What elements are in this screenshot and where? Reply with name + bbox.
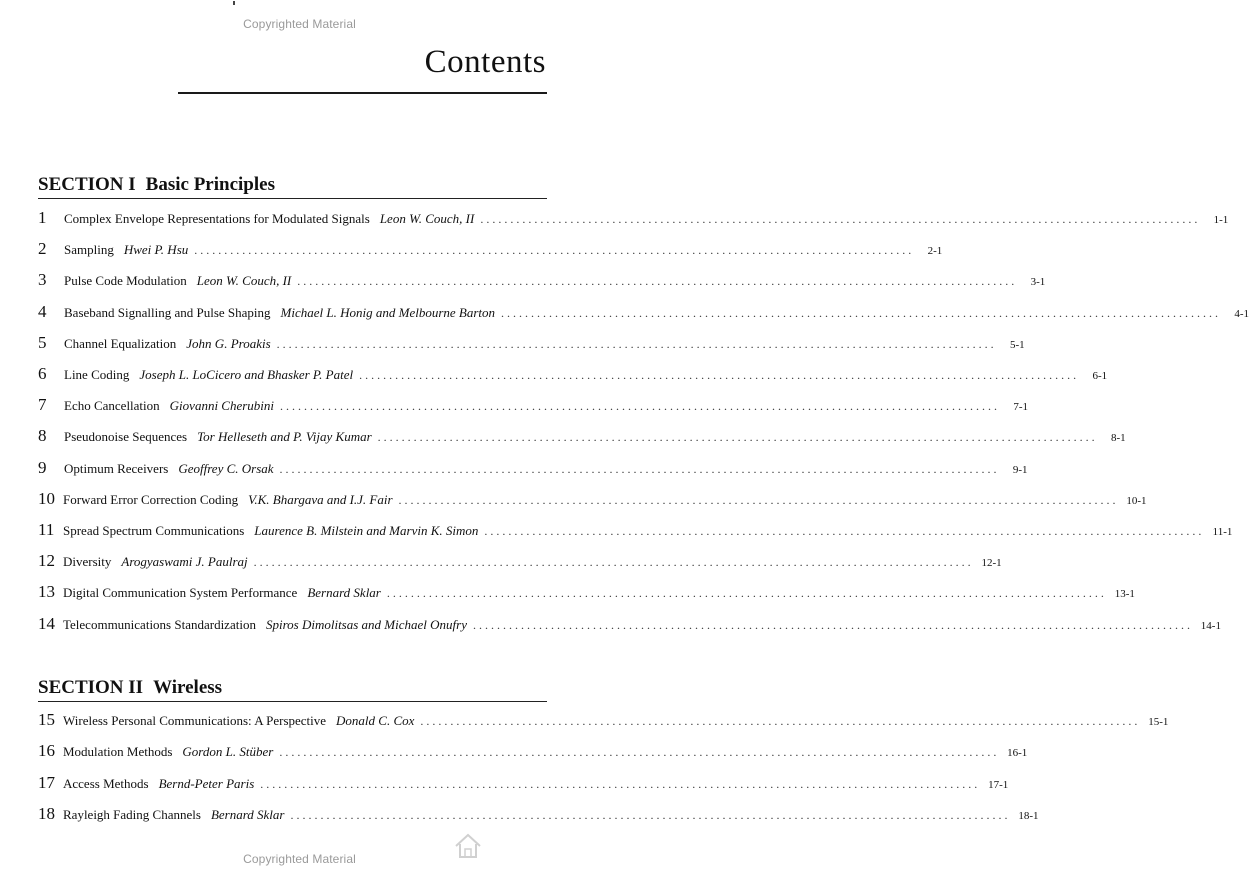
chapter-author: Bernd-Peter Paris (158, 775, 255, 791)
section-heading-1 (38, 174, 275, 196)
chapter-author: Gordon L. Stüber (182, 744, 274, 760)
toc-entry[interactable] (38, 457, 1028, 478)
chapter-title: Baseband Signalling and Pulse Shaping (64, 304, 271, 320)
page-title: Contents (424, 44, 546, 80)
title-rule (178, 92, 547, 94)
chapter-author: V.K. Bhargava and I.J. Fair (248, 491, 393, 507)
toc-entry[interactable] (38, 270, 1046, 290)
chapter-author: Geoffrey C. Orsak (178, 460, 274, 476)
chapter-title: Pulse Code Modulation (64, 273, 187, 289)
section-label: SECTION II (38, 677, 144, 698)
chapter-author: Tor Helleseth and P. Vijay Kumar (197, 429, 372, 445)
leader-dots: ........................................................................................................................ (297, 274, 1018, 289)
chapter-author: Joseph L. LoCicero and Bhasker P. Patel (139, 367, 354, 382)
leader-dots: ........................................................................................................................ (377, 430, 1098, 445)
chapter-author: John G. Proakis (186, 335, 271, 351)
chapter-title: Spread Spectrum Communications (63, 523, 245, 538)
section-heading-2 (38, 677, 222, 699)
page-number: 11-1 (1212, 526, 1233, 538)
page-number: 2-1 (927, 245, 943, 258)
chapter-title: Channel Equalization (64, 335, 177, 351)
section-rule-1 (38, 198, 547, 199)
chapter-title: Modulation Methods (63, 744, 173, 760)
page-number: 14-1 (1200, 619, 1221, 632)
chapter-number: 16 (38, 741, 55, 761)
toc-entry[interactable] (38, 803, 1039, 824)
leader-dots: ........................................................................................................................ (359, 368, 1080, 382)
chapter-author: Bernard Sklar (210, 806, 285, 822)
chapter-title: Line Coding (64, 367, 130, 382)
leader-dots: ........................................................................................................................ (420, 714, 1141, 728)
chapter-title: Telecommunications Standardization (63, 616, 256, 632)
page-number: 12-1 (981, 557, 1002, 570)
chapter-title: Access Methods (63, 775, 149, 791)
watermark-bottom: Copyrighted Material (243, 852, 356, 866)
toc-entry[interactable] (38, 613, 1221, 634)
chapter-number: 8 (38, 426, 47, 446)
chapter-number: 5 (38, 332, 47, 352)
toc-entry[interactable] (38, 741, 1028, 761)
chapter-number: 9 (38, 457, 47, 477)
chapter-author: Leon W. Couch, II (379, 211, 475, 226)
leader-dots: ........................................................................................................................ (472, 617, 1193, 632)
toc-entry[interactable] (38, 395, 1029, 415)
toc-entry[interactable] (38, 364, 1108, 384)
toc-entry[interactable] (38, 710, 1169, 730)
leader-dots: ........................................................................................................................ (484, 524, 1205, 538)
chapter-author: Laurence B. Milstein and Marvin K. Simon (254, 523, 479, 538)
toc-entry[interactable] (38, 772, 1009, 793)
page-number: 17-1 (988, 778, 1009, 791)
page-number: 15-1 (1148, 716, 1169, 728)
chapter-number: 11 (38, 520, 55, 539)
chapter-number: 1 (38, 208, 47, 227)
home-icon (453, 832, 483, 860)
toc-entry[interactable] (38, 488, 1147, 509)
leader-dots: ........................................................................................................................ (260, 776, 981, 791)
chapter-title: Rayleigh Fading Channels (63, 806, 201, 822)
page-number: 4-1 (1234, 307, 1249, 320)
chapter-title: Echo Cancellation (64, 398, 160, 414)
leader-dots: ........................................................................................................................ (480, 212, 1201, 226)
chapter-author: Hwei P. Hsu (123, 242, 189, 258)
toc-entry[interactable] (38, 208, 1229, 228)
page-number: 18-1 (1018, 809, 1039, 822)
chapter-title: Digital Communication System Performance (63, 585, 298, 601)
section-name: Wireless (153, 677, 223, 698)
chapter-author: Giovanni Cherubini (169, 398, 275, 414)
chapter-author: Bernard Sklar (307, 585, 381, 601)
chapter-number: 2 (38, 239, 47, 259)
chapter-number: 6 (38, 364, 47, 383)
leader-dots: ........................................................................................................................ (386, 586, 1107, 601)
page-number: 13-1 (1114, 588, 1135, 601)
chapter-author: Leon W. Couch, II (196, 273, 292, 289)
chapter-number: 17 (38, 772, 55, 792)
chapter-title: Wireless Personal Communications: A Perspective (63, 713, 327, 728)
leader-dots: ........................................................................................................................ (279, 745, 1000, 760)
section-rule-2 (38, 701, 547, 702)
chapter-author: Arogyaswami J. Paulraj (121, 554, 248, 570)
toc-entry[interactable] (38, 582, 1135, 602)
chapter-number: 18 (38, 803, 55, 823)
watermark-top: Copyrighted Material (243, 17, 356, 31)
toc-entry[interactable] (38, 551, 1002, 571)
leader-dots: ........................................................................................................................ (501, 305, 1222, 320)
page-number: 9-1 (1012, 463, 1028, 476)
chapter-title: Diversity (63, 554, 112, 570)
leader-dots: ........................................................................................................................ (398, 492, 1119, 507)
chapter-author: Donald C. Cox (336, 713, 415, 728)
chapter-number: 7 (38, 395, 47, 415)
page-number: 8-1 (1111, 432, 1126, 445)
chapter-number: 10 (38, 488, 55, 508)
page-number: 16-1 (1007, 747, 1028, 760)
chapter-number: 3 (38, 270, 47, 290)
page-number: 3-1 (1030, 276, 1046, 289)
chapter-number: 15 (38, 710, 55, 729)
page-number: 7-1 (1013, 401, 1029, 414)
chapter-title: Sampling (64, 242, 114, 258)
chapter-number: 4 (38, 301, 47, 321)
chapter-title: Forward Error Correction Coding (63, 491, 239, 507)
leader-dots: ........................................................................................................................ (276, 336, 997, 351)
chapter-author: Michael L. Honig and Melbourne Barton (280, 304, 496, 320)
leader-dots: ........................................................................................................................ (253, 555, 974, 570)
leader-dots: ........................................................................................................................ (280, 399, 1001, 414)
chapter-number: 12 (38, 551, 55, 571)
page-number: 1-1 (1213, 214, 1229, 226)
toc-entry[interactable] (38, 301, 1249, 322)
chapter-author: Spiros Dimolitsas and Michael Onufry (265, 616, 467, 632)
chapter-title: Optimum Receivers (64, 460, 169, 476)
scan-mark (233, 1, 235, 5)
leader-dots: ........................................................................................................................ (290, 807, 1011, 822)
toc-entry[interactable] (38, 239, 943, 259)
leader-dots: ........................................................................................................................ (194, 243, 915, 258)
chapter-number: 13 (38, 582, 55, 602)
toc-entry[interactable] (38, 520, 1233, 540)
page-number: 6-1 (1092, 370, 1108, 382)
chapter-title: Complex Envelope Representations for Modulated Signals (64, 211, 370, 226)
toc-entry[interactable] (38, 426, 1126, 446)
page-number: 10-1 (1126, 494, 1147, 507)
chapter-title: Pseudonoise Sequences (64, 429, 188, 445)
page-number: 5-1 (1009, 338, 1025, 351)
toc-entry[interactable] (38, 332, 1025, 353)
chapter-number: 14 (38, 613, 55, 633)
leader-dots: ........................................................................................................................ (279, 461, 1000, 476)
section-name: Basic Principles (145, 174, 275, 195)
section-label: SECTION I (38, 174, 136, 195)
